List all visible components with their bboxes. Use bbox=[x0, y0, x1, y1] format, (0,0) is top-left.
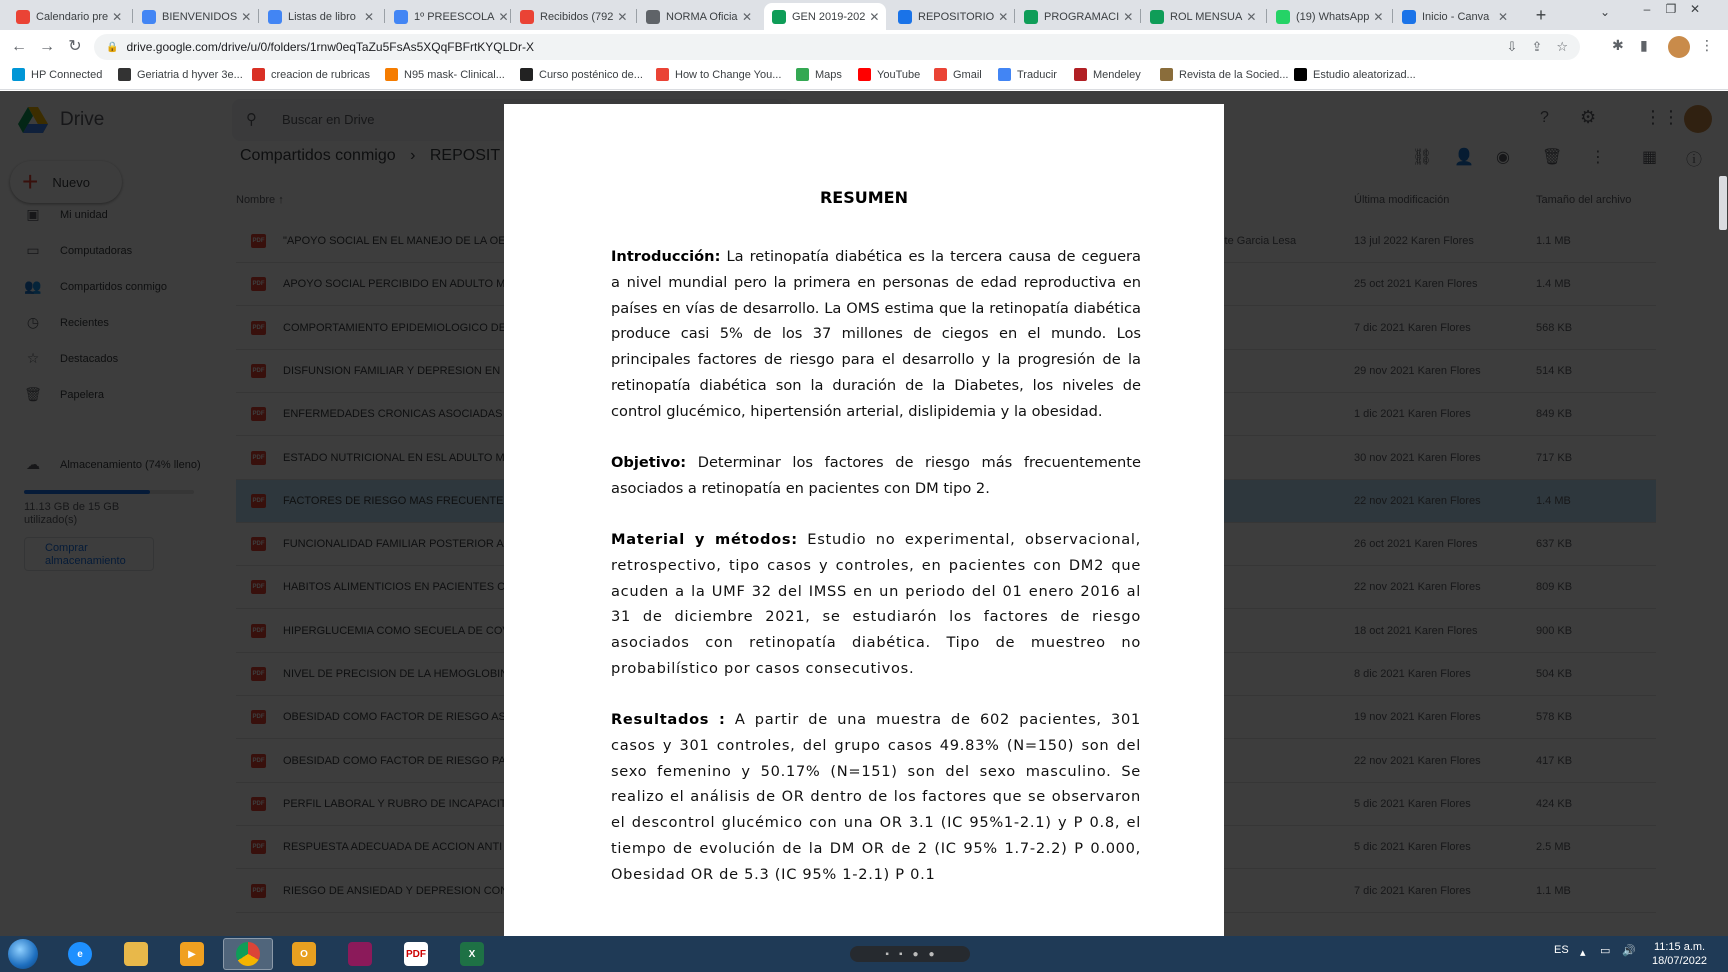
bookmark-favicon-icon bbox=[656, 68, 669, 81]
internet-explorer-icon: e bbox=[68, 942, 92, 966]
bookmark-item[interactable] bbox=[385, 68, 505, 81]
bookmark-favicon-icon bbox=[858, 68, 871, 81]
close-tab-icon[interactable]: ✕ bbox=[1123, 9, 1134, 24]
side-panel-icon[interactable]: ▮ bbox=[1640, 37, 1648, 53]
browser-tab[interactable] bbox=[8, 3, 130, 30]
sheets-icon bbox=[1150, 10, 1164, 24]
bookmark-favicon-icon bbox=[998, 68, 1011, 81]
language-indicator[interactable]: ES bbox=[1554, 944, 1569, 956]
intro-label: Introducción: bbox=[611, 248, 721, 265]
bookmark-favicon-icon bbox=[1160, 68, 1173, 81]
bookmark-favicon-icon bbox=[1294, 68, 1307, 81]
objective-text: Determinar los factores de riesgo más frecuentemente asociados a retinopatía en pacientes con DM tipo 2. bbox=[611, 454, 1141, 497]
close-tab-icon[interactable]: ✕ bbox=[998, 9, 1009, 24]
docs-icon bbox=[394, 10, 408, 24]
browser-tab[interactable] bbox=[1142, 3, 1264, 30]
browser-tab[interactable] bbox=[1394, 3, 1516, 30]
chrome-icon bbox=[898, 10, 912, 24]
clock-time: 11:15 a.m. bbox=[1653, 941, 1706, 953]
bookmark-favicon-icon bbox=[796, 68, 809, 81]
close-tab-icon[interactable]: ✕ bbox=[617, 9, 628, 24]
bookmark-label: How to Change You... bbox=[675, 68, 782, 81]
window-controls bbox=[1636, 2, 1706, 20]
bookmark-item[interactable] bbox=[656, 68, 781, 81]
bookmark-label: Estudio aleatorizad... bbox=[1313, 68, 1416, 81]
pdf-reader-icon: PDF bbox=[404, 942, 428, 966]
close-tab-icon[interactable]: ✕ bbox=[363, 9, 374, 24]
media-player-icon: ▶ bbox=[180, 942, 204, 966]
tab-title: REPOSITORIO bbox=[918, 10, 995, 23]
bookmark-item[interactable] bbox=[1074, 68, 1141, 81]
bookmark-label: creacion de rubricas bbox=[271, 68, 371, 81]
bookmark-label: HP Connected bbox=[31, 68, 103, 81]
close-window-icon[interactable]: ✕ bbox=[1689, 2, 1701, 16]
bookmark-label: Maps bbox=[815, 68, 842, 81]
taskbar-app-file-explorer[interactable] bbox=[111, 938, 161, 970]
results-label: Resultados : bbox=[611, 711, 726, 728]
start-button[interactable] bbox=[8, 939, 38, 969]
methods-text: Estudio no experimental, observacional, retrospectivo, tipo casos y controles, en pacientes con DM2 que acuden a la UMF 32 del IMSS en un periodo del 01 enero 2016 al 31 de diciembre 2021, se estudiarón los factores de riesgo asociados con retinopatía diabética. Tipo de muestreo no probabilístico por casos consecutivos. bbox=[611, 531, 1142, 677]
results-text: A partir de una muestra de 602 pacientes, 301 casos y 301 controles, del grupo casos 49.83% (N=150) son del sexo femenino y 50.17% (N=151) son del sexo masculino. Se realizo el análisis de OR dentro de los factores que se observaron el descontrol glucémico con una OR 3.1 (IC 95%1-2.1) y P 0.8, el tiempo de evolución de la DM OR de 2 (IC 95% 1.7-2.2) P 0.000, Obesidad OR de 5.3 (IC 95% 1-2.1) P 0.1 bbox=[611, 711, 1141, 883]
maximize-icon[interactable]: ❐ bbox=[1665, 2, 1677, 16]
close-tab-icon[interactable]: ✕ bbox=[112, 9, 123, 24]
pdf-preview-page bbox=[504, 104, 1224, 936]
browser-tab[interactable] bbox=[386, 3, 508, 30]
drive-scrollbar[interactable] bbox=[1718, 176, 1728, 936]
close-tab-icon[interactable]: ✕ bbox=[869, 9, 880, 24]
tab-title: PROGRAMACI bbox=[1044, 10, 1120, 23]
taskbar-app-winrar[interactable] bbox=[335, 938, 385, 970]
bookmark-label: Revista de la Socied... bbox=[1179, 68, 1289, 81]
classroom-icon bbox=[1024, 10, 1038, 24]
intro-text: La retinopatía diabética es la tercera causa de ceguera a nivel mundial pero la primera en personas de edad reproductiva en países en vías de desarrollo. La OMS estima que la retinopatía diabética produce casi 5% de los 37 millones de ciegos en el mundo. Los principales factores de riesgo para el desarrollo y la progresión de la retinopatía diabética son la duración de la Diabetes, los niveles de control glucémico, hipertensión arterial, dislipidemia y la obesidad. bbox=[611, 248, 1141, 420]
bookmark-favicon-icon bbox=[1074, 68, 1087, 81]
taskbar-app-chrome[interactable] bbox=[223, 938, 273, 970]
tab-title: ROL MENSUA bbox=[1170, 10, 1243, 23]
bookmarks-bar bbox=[0, 64, 1728, 90]
browser-tab[interactable] bbox=[512, 3, 634, 30]
bookmark-item[interactable] bbox=[12, 68, 102, 81]
tab-title: Recibidos (792 bbox=[540, 10, 614, 23]
browser-tab[interactable] bbox=[134, 3, 256, 30]
bookmark-label: Gmail bbox=[953, 68, 982, 81]
file-explorer-icon bbox=[124, 942, 148, 966]
bookmark-favicon-icon bbox=[385, 68, 398, 81]
browser-tab[interactable] bbox=[890, 3, 1012, 30]
tab-title: Calendario pre bbox=[36, 10, 109, 23]
close-tab-icon[interactable]: ✕ bbox=[1497, 9, 1508, 24]
zoom-out-icon[interactable]: ● bbox=[912, 948, 919, 960]
objective-label: Objetivo: bbox=[611, 454, 687, 471]
whatsapp-icon bbox=[1276, 10, 1290, 24]
bookmark-label: YouTube bbox=[877, 68, 921, 81]
bookmark-label: Geriatria d hyver 3e... bbox=[137, 68, 243, 81]
winrar-icon bbox=[348, 942, 372, 966]
taskbar-app-media-player[interactable] bbox=[167, 938, 217, 970]
browser-tab[interactable] bbox=[1016, 3, 1138, 30]
profile-avatar[interactable] bbox=[1668, 36, 1690, 58]
reload-icon[interactable]: ↻ bbox=[68, 38, 82, 55]
bookmark-item[interactable] bbox=[118, 68, 243, 81]
bookmark-item[interactable] bbox=[252, 68, 370, 81]
bookmark-item[interactable] bbox=[796, 68, 842, 81]
close-tab-icon[interactable]: ✕ bbox=[241, 9, 252, 24]
gmail-icon bbox=[16, 10, 30, 24]
tab-title: 1º PREESCOLA bbox=[414, 10, 495, 23]
methods-paragraph bbox=[611, 527, 1141, 682]
intro-paragraph bbox=[611, 244, 1141, 425]
extensions-icon[interactable]: ✱ bbox=[1612, 37, 1624, 53]
address-bar[interactable] bbox=[94, 34, 1580, 60]
close-tab-icon[interactable]: ✕ bbox=[741, 9, 752, 24]
zoom-in-icon[interactable]: ● bbox=[928, 948, 935, 960]
bookmark-favicon-icon bbox=[252, 68, 265, 81]
share-icon[interactable]: ⇪ bbox=[1531, 39, 1543, 54]
minimize-icon[interactable]: – bbox=[1643, 2, 1651, 16]
chrome-icon bbox=[1402, 10, 1416, 24]
forward-icon[interactable]: → bbox=[39, 38, 55, 55]
tray-expand-icon[interactable]: ▴ bbox=[1580, 947, 1586, 959]
browser-tab[interactable] bbox=[1268, 3, 1390, 30]
objective-paragraph bbox=[611, 450, 1141, 502]
tab-title: (19) WhatsApp bbox=[1296, 10, 1370, 23]
bookmark-favicon-icon bbox=[12, 68, 25, 81]
close-tab-icon[interactable]: ✕ bbox=[498, 9, 509, 24]
bookmark-item[interactable] bbox=[998, 68, 1057, 81]
bookmark-item[interactable] bbox=[1294, 68, 1416, 81]
pdf-zoom-controls[interactable] bbox=[850, 946, 970, 962]
back-icon[interactable]: ← bbox=[11, 38, 27, 55]
tab-title: Inicio - Canva bbox=[1422, 10, 1490, 23]
bookmark-favicon-icon bbox=[934, 68, 947, 81]
bookmark-label: Curso posténico de... bbox=[539, 68, 643, 81]
gmail-icon bbox=[520, 10, 534, 24]
tab-title: NORMA Oficia bbox=[666, 10, 738, 23]
tab-title: Listas de libro bbox=[288, 10, 356, 23]
bookmark-favicon-icon bbox=[118, 68, 131, 81]
taskbar-app-excel[interactable] bbox=[447, 938, 497, 970]
document-title: RESUMEN bbox=[819, 188, 908, 207]
clock-date: 18/07/2022 bbox=[1652, 955, 1708, 967]
bookmark-item[interactable] bbox=[934, 68, 982, 81]
bookmark-star-icon[interactable]: ☆ bbox=[1556, 39, 1568, 54]
chrome-icon bbox=[236, 942, 260, 966]
close-tab-icon[interactable]: ✕ bbox=[1373, 9, 1384, 24]
close-tab-icon[interactable]: ✕ bbox=[1246, 9, 1257, 24]
page-next-icon[interactable]: ▪ bbox=[898, 948, 903, 960]
lock-icon: 🔒 bbox=[106, 41, 119, 53]
bookmark-label: N95 mask- Clinical... bbox=[404, 68, 505, 81]
browser-tab[interactable] bbox=[764, 3, 886, 30]
menu-dots-icon[interactable]: ⋮ bbox=[1700, 37, 1714, 53]
drive-icon bbox=[772, 10, 786, 24]
methods-label: Material y métodos: bbox=[611, 531, 798, 548]
browser-tab[interactable] bbox=[260, 3, 382, 30]
taskbar-app-internet-explorer[interactable] bbox=[55, 938, 105, 970]
address-url: drive.google.com/drive/u/0/folders/1rnw0eqTaZu5FsAs5XQqFBFrtKYQLDr-X bbox=[126, 40, 534, 54]
globe-icon bbox=[646, 10, 660, 24]
bookmark-item[interactable] bbox=[858, 68, 920, 81]
bookmark-item[interactable] bbox=[1160, 68, 1288, 81]
tab-title: GEN 2019-202 bbox=[792, 10, 866, 23]
excel-icon: X bbox=[460, 942, 484, 966]
docs-icon bbox=[268, 10, 282, 24]
tab-title: BIENVENIDOS bbox=[162, 10, 238, 23]
browser-toolbar bbox=[0, 30, 1728, 64]
browser-tab-strip bbox=[0, 0, 1728, 30]
outlook-icon: O bbox=[292, 942, 316, 966]
new-tab-button[interactable]: + bbox=[1535, 5, 1547, 25]
volume-icon[interactable]: 🔊 bbox=[1622, 945, 1636, 957]
page-prev-icon[interactable]: ▪ bbox=[885, 948, 889, 960]
install-icon[interactable]: ⇩ bbox=[1506, 39, 1518, 54]
tab-search-icon[interactable]: ⌄ bbox=[1600, 5, 1611, 19]
taskbar-app-pdf-reader[interactable] bbox=[391, 938, 441, 970]
network-icon[interactable]: ▭ bbox=[1600, 945, 1611, 957]
bookmark-item[interactable] bbox=[520, 68, 643, 81]
bookmark-label: Traducir bbox=[1017, 68, 1057, 81]
system-clock[interactable] bbox=[1652, 940, 1707, 968]
browser-tab[interactable] bbox=[638, 3, 760, 30]
results-paragraph bbox=[611, 707, 1141, 888]
docs-icon bbox=[142, 10, 156, 24]
taskbar-app-outlook[interactable] bbox=[279, 938, 329, 970]
bookmark-label: Mendeley bbox=[1093, 68, 1141, 81]
bookmark-favicon-icon bbox=[520, 68, 533, 81]
